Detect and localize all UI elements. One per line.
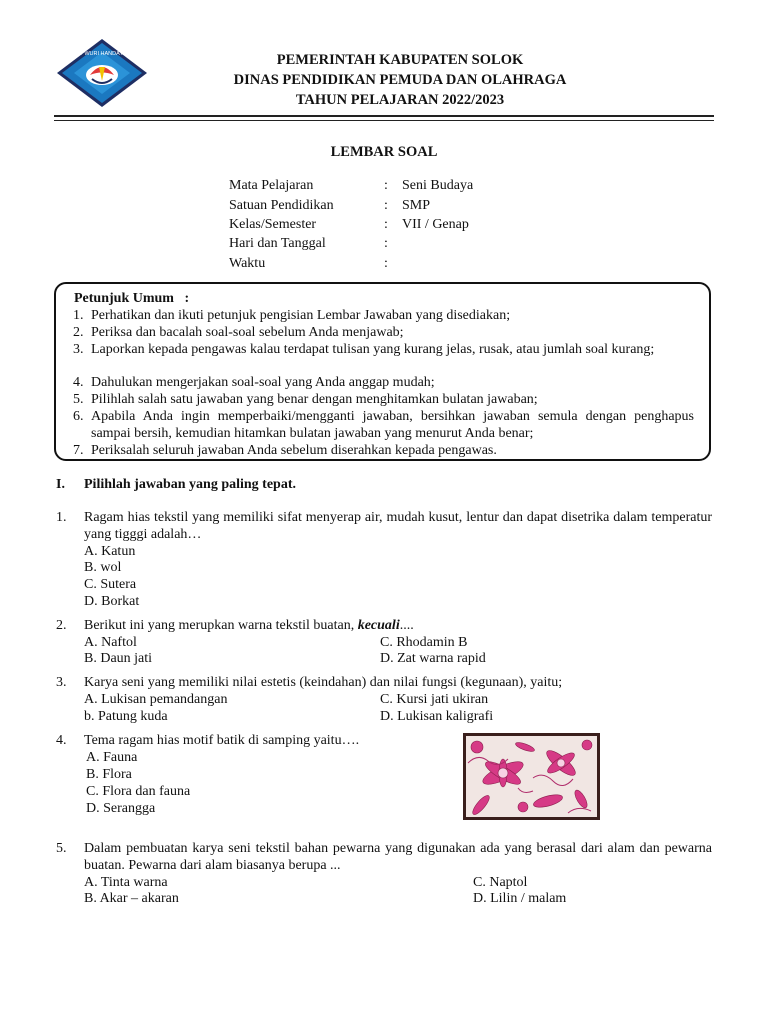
question-text: Karya seni yang memiliki nilai estetis (keindahan) dan nilai fungsi (kegunaan), yaitu;: [84, 675, 563, 690]
instruction-num: 4.: [73, 375, 84, 390]
info-colon: :: [384, 178, 388, 193]
instruction-num: 2.: [73, 325, 84, 340]
question-number: 1.: [56, 510, 67, 525]
info-label: Mata Pelajaran: [229, 178, 314, 193]
answer-option: B. wol: [84, 560, 122, 575]
answer-option: A. Katun: [84, 544, 136, 559]
page-title: LEMBAR SOAL: [330, 144, 438, 160]
answer-option: C. Flora dan fauna: [86, 784, 191, 799]
instruction-num: 5.: [73, 392, 84, 407]
question-number: 2.: [56, 618, 67, 633]
instruction-text: Periksa dan bacalah soal-soal sebelum Anda menjawab;: [91, 325, 404, 340]
answer-option: B. Daun jati: [84, 651, 153, 666]
answer-option: D. Lukisan kaligrafi: [380, 709, 494, 724]
answer-option: D. Zat warna rapid: [380, 651, 486, 666]
answer-option: A. Tinta warna: [84, 875, 168, 890]
answer-option: C. Kursi jati ukiran: [380, 692, 489, 707]
question-text: [84, 617, 414, 634]
info-value: VII / Genap: [402, 217, 469, 232]
instruction-num: 6.: [73, 409, 84, 424]
info-colon: :: [384, 198, 388, 213]
info-value: SMP: [402, 198, 431, 213]
instruction-num: 3.: [73, 342, 84, 357]
answer-option: A. Lukisan pemandangan: [84, 692, 228, 707]
section-number: I.: [56, 477, 65, 492]
instruction-text: Pilihlah salah satu jawaban yang benar dengan menghitamkan bulatan jawaban;: [91, 392, 538, 407]
question-text: Ragam hias tekstil yang memiliki sifat menyerap air, mudah kusut, lentur dan dapat disetrika dalam temperatur yang tigggi adalah…: [84, 510, 712, 542]
header-line-2: DINAS PENDIDIKAN PEMUDA DAN OLAHRAGA: [233, 72, 567, 88]
question-text: Dalam pembuatan karya seni tekstil bahan pewarna yang digunakan ada yang berasal dari alam dan pewarna buatan. Pewarna dari alam biasanya berupa ...: [84, 841, 712, 873]
info-colon: :: [384, 256, 388, 271]
answer-option: C. Sutera: [84, 577, 137, 592]
instruction-num: 1.: [73, 308, 84, 323]
question-number: 3.: [56, 675, 67, 690]
info-label: Hari dan Tanggal: [229, 236, 326, 251]
logo-text: TUT WURI HANDAYANI: [72, 51, 132, 57]
question-text-pre: Berikut ini yang merupkan warna tekstil buatan,: [84, 618, 358, 633]
answer-option: B. Flora: [86, 767, 132, 782]
question-number: 4.: [56, 733, 67, 748]
info-label: Satuan Pendidikan: [229, 198, 334, 213]
section-title: Pilihlah jawaban yang paling tepat.: [84, 477, 296, 492]
answer-option: B. Akar – akaran: [84, 891, 179, 906]
question-text: Tema ragam hias motif batik di samping yaitu….: [84, 733, 360, 748]
instruction-text: Laporkan kepada pengawas kalau terdapat tulisan yang kurang jelas, rusak, atau jumlah soal kurang;: [91, 342, 655, 357]
info-label: Waktu: [229, 256, 266, 271]
answer-option: A. Naftol: [84, 635, 137, 650]
answer-option: C. Naptol: [473, 875, 528, 890]
question-number: 5.: [56, 841, 67, 856]
answer-option: D. Serangga: [86, 801, 156, 816]
instruction-text: Apabila Anda ingin memperbaiki/mengganti jawaban, bersihkan jawaban semula dengan penghapus sampai bersih, kemudian hitamkan bulatan jawaban yang menurut Anda benar;: [91, 409, 694, 441]
info-value: Seni Budaya: [402, 178, 474, 193]
header-line-1: PEMERINTAH KABUPATEN SOLOK: [276, 52, 524, 68]
instruction-num: 7.: [73, 443, 84, 458]
instructions-title: Petunjuk Umum :: [74, 291, 190, 306]
instruction-text: Periksalah seluruh jawaban Anda sebelum diserahkan kepada pengawas.: [91, 443, 497, 458]
answer-option: D. Borkat: [84, 594, 140, 609]
answer-option: D. Lilin / malam: [473, 891, 567, 906]
answer-option: C. Rhodamin B: [380, 635, 468, 650]
answer-option: A. Fauna: [86, 750, 138, 765]
header-line-3: TAHUN PELAJARAN 2022/2023: [295, 92, 505, 108]
instruction-text: Perhatikan dan ikuti petunjuk pengisian Lembar Jawaban yang disediakan;: [91, 308, 511, 323]
info-colon: :: [384, 217, 388, 232]
question-text-emphasis: kecuali: [357, 618, 400, 633]
question-text-post: ....: [399, 618, 414, 633]
batik-motif-image: [463, 733, 600, 820]
header-rule-thin: [54, 120, 714, 121]
instruction-text: Dahulukan mengerjakan soal-soal yang Anda anggap mudah;: [91, 375, 435, 390]
answer-option: b. Patung kuda: [84, 709, 168, 724]
info-label: Kelas/Semester: [229, 217, 317, 232]
info-colon: :: [384, 236, 388, 251]
header-rule-thick: [54, 115, 714, 117]
